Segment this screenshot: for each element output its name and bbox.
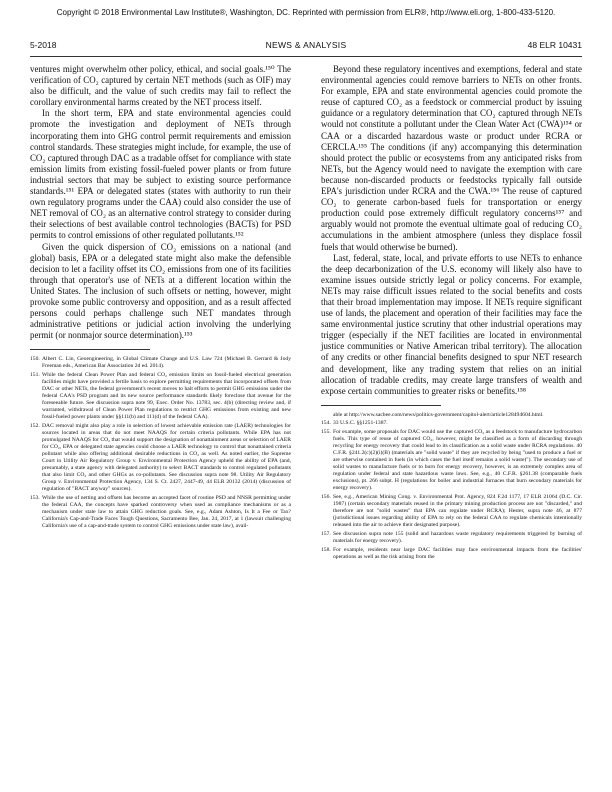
footnote-rule [30, 349, 150, 350]
footnote [30, 356, 291, 370]
footnote [321, 429, 582, 492]
footnote-number: 150. [30, 356, 40, 363]
footnote-number: 153. [30, 495, 40, 502]
footnote [30, 372, 291, 421]
footnote [321, 547, 582, 561]
footnote-text: See discussion supra note 155 (solid and hazardous waste regulatory requirements triggered by burning of materials for energy recovery). [333, 530, 582, 544]
footnote-continuation: able at http://www.sacbee.com/news/politics-government/capitol-alert/article128494604.html. [333, 411, 544, 418]
footnote [30, 423, 291, 493]
body-paragraph: ventures might overwhelm other policy, ethical, and social goals.¹⁵⁰ The verification of CO₂ captured by certain NET methods (such as OIF) may also be difficult, and the value of such credits may fail to reflect the corollary environmental harms created by the NET process itself. [30, 64, 291, 108]
footnote-text: DAC removal might also play a role in selection of lowest achievable emission rate (LAER) technologies for sources located in areas that do not meet NAAQS for certain criteria pollutants. While EPA has not promulgated NAAQS for CO₂ that would support the designation of nonattainment areas or selection of LAER for CO₂, EPA or delegated state agencies could choose a LAER technology to control that nonattained criteria pollutant while also offering additional desirable reductions in CO₂ as well. As noted earlier, the Supreme Court in Utility Air Regulatory Group v. Environmental Protection Agency upheld the ability of EPA (and, presumably, a state agency with delegated authority) to select BACT standards to control regulated pollutants that also limit CO₂ and other GHGs as co-pollutants. See discussion supra note 98. Utility Air Regulatory Group v. Environmental Protection Agency, 134 S. Ct. 2427, 2447-49, 44 ELR 20132 (2014) (discussion of regulation of "BACT anyway" sources). [42, 422, 291, 493]
left-footnotes [30, 356, 291, 530]
footnote-text: 33 U.S.C. §§1251-1387. [333, 420, 388, 427]
body-paragraph: In the short term, EPA and state environmental agencies could promote the investigation and deployment of NETs through incorporating them into GHG control permit requirements and emission control standards. These strategies might include, for example, the use of CO₂ captured through DAC as a tradable offset for compliance with state emission limits from existing fossil-fueled power plants or from future industrial sectors that may be subject to existing source performance standards.¹⁵¹ EPA or delegated states (states with authority to run their own regulatory programs under the CAA) could also consider the use of NET removal of CO₂ as an alternative control strategy to consider during their selections of best available control technologies (BACTs) for PSD permits to control emissions of other regulated pollutants.¹⁵² [30, 108, 291, 241]
footnote-number: 151. [30, 372, 40, 379]
footnote [321, 531, 582, 545]
footnote [321, 494, 582, 529]
footnote-text: For example, residents near large DAC facilities may face environmental impacts from the facilities' operations as well as the risk arising from the [333, 546, 582, 560]
footnote [321, 420, 582, 427]
body-paragraph: Given the quick dispersion of CO₂ emissions on a national (and global) basis, EPA or a delegated state might also make the defensible decision to let a facility offset its CO₂ emissions from one of its facilities through that operator's use of NETs at a different location within the United States. The inclusion of such offsets or netting, however, might provoke some public controversy and opposition, and as a result affected persons could perhaps challenge such NET mandates through administrative petitions or judicial action involving the underlying permit (or nonmajor source determination).¹⁵³ [30, 241, 291, 341]
footnote-number: 156. [321, 494, 331, 501]
footnote-text: See, e.g., American Mining Cong. v. Environmental Prot. Agency, 824 F.2d 1177, 17 ELR 21064 (D.C. Cir. 1987) (certain secondary materials reused in the primary mining production process are not "discarded," and therefore are not "solid wastes" that EPA can regulate under RCRA); Hester, supra note 46, at 877 (jurisdictional issues regarding ability of EPA to rely on the federal CAA to regulate chemicals intentionally released into the air to achieve their designated purpose). [333, 494, 582, 529]
left-body-text [30, 64, 291, 341]
footnote-number: 155. [321, 429, 331, 436]
left-column [30, 64, 291, 532]
running-header [30, 40, 582, 54]
footnote-text: While the federal Clean Power Plan and federal CO₂ emission limits on fossil-fueled electrical generation facilities might have provided a fertile basis to explore permitting requirements that incorporated offsets from DAC or other NETs, the federal government's recent moves to halt efforts to permit GHG emissions under the federal CAA's PSD program and its new source performance standards likely foreclose that avenue for the foreseeable future. See discussion supra note 99, Exec. Order No. 13783, sec. 4(b) (directing review and, if warranted, withdrawal of Clean Power Plan regulations to restrict GHG emissions from existing and new fossil-fueled power plants under §§111(b) and 111(d) of the federal CAA). [42, 372, 291, 421]
footnote-text: Albert C. Lin, Geoengineering, in Global Climate Change and U.S. Law 724 (Michael B. Gerrard & Jody Freeman eds., American Bar Association 2d ed. 2014). [42, 356, 291, 370]
footnote-rule [321, 405, 441, 406]
footnote-number: 158. [321, 546, 331, 553]
right-column [321, 64, 582, 562]
footnote-text: While the use of netting and offsets has become an accepted facet of routine PSD and NNSR permitting under the federal CAA, the concepts have sparked controversy when used as compliance mechanisms or as a mechanism under state law to attain GHG reduction goals. See, e.g., Adam Ashton, Is It a Fee or Tax? California's Cap-and-Trade Faces Tough Questions, Sacramento Bee, Jan. 24, 2017, at 1 (lawsuit challenging California's use of a cap-and-trade system to control GHG emissions under state law), avail- [42, 495, 291, 530]
footnote [30, 495, 291, 530]
section-title: NEWS & ANALYSIS [265, 40, 347, 50]
right-body-text [321, 64, 582, 397]
body-paragraph: Last, federal, state, local, and private efforts to use NETs to enhance the deep decarbonization of the U.S. economy will likely also have to examine issues outside strictly legal or policy concerns. For example, NETs may raise difficult issues related to the social benefits and costs that their broad implementation may impose. If NETs require significant use of lands, the placement and operation of their facilities may face the same environmental justice scrutiny that other industrial operations may trigger (especially if the NET facilities are located in environmental justice communities or Native American tribal territory). The allocation of any credits or other financial benefits designed to spur NET research and development, like any trading system that relies on an initial allocation of tradable credits, may create large transfers of wealth and expose certain communities to greater risks or benefits.¹⁵⁸ [321, 252, 582, 396]
right-footnotes [321, 420, 582, 560]
footnote-text: For example, some proposals for DAC would use the captured CO₂ as a feedstock to manufacture hydrocarbon fuels. This type of reuse of captured CO₂, however, might be classified as a form of discarding through recycling for energy recovery that could lead to its classification as a solid waste under RCRA regulations. 40 C.F.R. §241.2(c)(2)(i)(B) (materials are "solid waste" if they are recycled by being "used to produce a fuel or are otherwise contained in fuels (in which cases the fuel itself remains a solid waste)"). The secondary use of solid wastes to manufacture fuels or to burn for energy recovery, however, is an extremely complex area of regulation under federal and state hazardous waste laws. See, e.g., 40 C.F.R. §261.38 (comparable fuels exclusions), pt. 266 subpt. H (regulations for boiler and industrial furnaces that burn secondary materials for energy recovery). [333, 429, 582, 492]
copyright-notice: Copyright © 2018 Environmental Law Institute®, Washington, DC. Reprinted with permission from ELR®, http://www.eli.org, 1-800-433-5120. [56, 8, 556, 17]
header-rule [30, 56, 582, 57]
footnote-number: 152. [30, 422, 40, 429]
body-paragraph: Beyond these regulatory incentives and exemptions, federal and state environmental agencies could remove barriers to NETs on other fronts. For example, EPA and state environmental agencies could promote the reuse of captured CO₂ as a feedstock or commercial product by issuing guidance or a regulatory determination that CO₂ captured through NETs would not constitute a pollutant under the Clean Water Act (CWA)¹⁵⁴ or CAA or a discarded hazardous waste or product under RCRA or CERCLA.¹⁵⁵ The conditions (if any) accompanying this determination should protect the public or ecosystems from any anticipated risks from NETs, but the Agency would need to navigate the exemption with care because non-discarded products or feedstocks typically fall outside EPA's jurisdiction under RCRA and the CWA.¹⁵⁶ The reuse of captured CO₂ to generate carbon-based fuels for transportation or energy production could pose extremely difficult regulatory concerns¹⁵⁷ and arguably would not promote the eventual ultimate goal of reducing CO₂ accumulations in the ambient atmosphere (unless they displace fossil fuels that would otherwise be burned). [321, 64, 582, 252]
footnote-number: 154. [321, 420, 331, 427]
page-citation: 48 ELR 10431 [527, 40, 582, 50]
issue-date: 5-2018 [30, 40, 57, 50]
footnote-number: 157. [321, 530, 331, 537]
